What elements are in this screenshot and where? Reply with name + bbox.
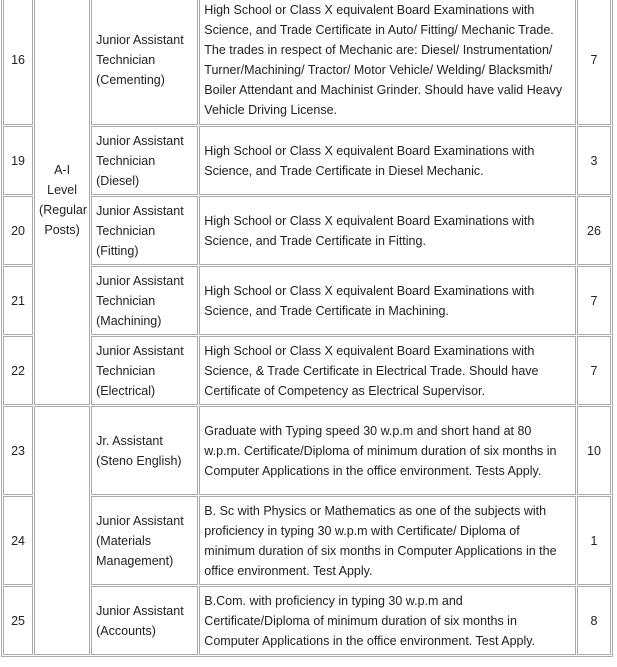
serial-number: 16 (3, 0, 33, 125)
vacancy-count: 10 (577, 406, 611, 495)
serial-number: 23 (3, 406, 33, 495)
qualification: High School or Class X equivalent Board Examinations with Science, and Trade Certificate in Machining. (199, 266, 576, 335)
qualification: High School or Class X equivalent Board Examinations with Science, and Trade Certificate in Diesel Mechanic. (199, 126, 576, 195)
vacancy-count: 26 (577, 196, 611, 265)
qualification: High School or Class X equivalent Board Examinations with Science, and Trade Certificate in Auto/ Fitting/ Mechanic Trade. The trades in respect of Mechanic are: Diesel/ Instrumentation/ Turner/Machining/ Tractor/ Motor Vehicle/ Welding/ Blacksmith/ Boiler Attendant and Machinist Grinder. Should have valid Heavy Vehicle Driving License. (199, 0, 576, 125)
vacancy-count: 7 (577, 336, 611, 405)
vacancy-count: 1 (577, 496, 611, 585)
table-row (3, 0, 611, 125)
table-row (3, 586, 611, 655)
serial-number: 22 (3, 336, 33, 405)
vacancy-table (1, 0, 613, 657)
qualification: B. Sc with Physics or Mathematics as one of the subjects with proficiency in typing 30 w.p.m with Certificate/ Diploma of minimum duration of six months in Computer Applications in the office environment. Test Apply. (199, 496, 576, 585)
table-row (3, 126, 611, 195)
qualification: High School or Class X equivalent Board Examinations with Science, & Trade Certificate in Electrical Trade. Should have Certificate of Competency as Electrical Supervisor. (199, 336, 576, 405)
table-row (3, 266, 611, 335)
post-name: Junior Assistant Technician (Machining) (91, 266, 198, 335)
qualification: Graduate with Typing speed 30 w.p.m and short hand at 80 w.p.m. Certificate/Diploma of minimum duration of six months in Computer Applications in the office environment. Tests Apply. (199, 406, 576, 495)
serial-number: 24 (3, 496, 33, 585)
serial-number: 25 (3, 586, 33, 655)
vacancy-count: 3 (577, 126, 611, 195)
post-name: Junior Assistant Technician (Fitting) (91, 196, 198, 265)
qualification: High School or Class X equivalent Board Examinations with Science, and Trade Certificate in Fitting. (199, 196, 576, 265)
post-name: Jr. Assistant (Steno English) (91, 406, 198, 495)
vacancy-count: 7 (577, 0, 611, 125)
vacancy-count: 7 (577, 266, 611, 335)
post-name: Junior Assistant Technician (Cementing) (91, 0, 198, 125)
table-row (3, 496, 611, 585)
qualification: B.Com. with proficiency in typing 30 w.p.m and Certificate/Diploma of minimum duration of six months in Computer Applications in the office environment. Test Apply. (199, 586, 576, 655)
table-row (3, 406, 611, 495)
table-row (3, 196, 611, 265)
level-group-cell-empty (34, 406, 90, 655)
serial-number: 19 (3, 126, 33, 195)
post-name: Junior Assistant (Accounts) (91, 586, 198, 655)
table-row (3, 336, 611, 405)
vacancy-count: 8 (577, 586, 611, 655)
level-group-cell: A-I Level (Regular Posts) (34, 0, 90, 405)
post-name: Junior Assistant Technician (Electrical) (91, 336, 198, 405)
post-name: Junior Assistant Technician (Diesel) (91, 126, 198, 195)
serial-number: 20 (3, 196, 33, 265)
serial-number: 21 (3, 266, 33, 335)
post-name: Junior Assistant (Materials Management) (91, 496, 198, 585)
